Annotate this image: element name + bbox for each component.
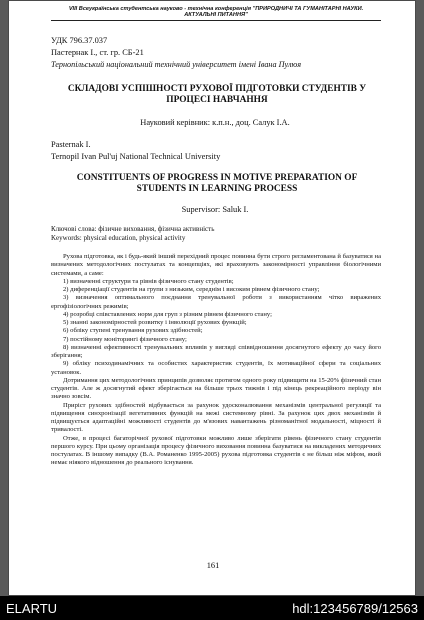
header-line-1: VIII Всеукраїнська студентська науково - технічна конференція "ПРИРОДНИЧІ ТА ГУМАНІТАРНІ НАУКИ. bbox=[68, 6, 364, 12]
supervisor-en: Supervisor: Saluk I. bbox=[181, 205, 249, 214]
paragraph: 9) обліку психодинамічних та особистих характеристик студентів, їх мотиваційної сфери та соціальних установок. bbox=[51, 360, 381, 376]
paragraph: 7) постійному моніторингі фізичного стану; bbox=[63, 335, 187, 343]
title-ua bbox=[49, 84, 385, 106]
article-body bbox=[51, 253, 381, 468]
paragraph: 2) диференціації студентів на групи з низьким, середнім і високим рівнем фізичного стану; bbox=[63, 286, 320, 293]
paragraph: Отже, в процесі багаторічної рухової підготовки можливо лише зберігати рівень фізичного стану студентів першого курсу. При цьому організація процесу фізичного виховання повинна базуватися на викладених методичних постулатах. В іншому випадку (В.А. Романенко 1995-2005) рухова підготовка студентів є не більш ніж міфом, який немає ніякого відношення до реального існування. bbox=[51, 434, 381, 467]
paragraph: 4) розробці співставлених норм для груп з різним рівнем фізичного стану; bbox=[63, 310, 272, 318]
page-number: 161 bbox=[206, 561, 220, 570]
footer-repository-name: ELARTU bbox=[6, 601, 58, 616]
document-page bbox=[8, 0, 416, 596]
paragraph: Рухова підготовка, як і будь-який інший перехідний процес повинна бути строго регламентована й базуватися на визначених методологічних постулатах та концепціях, які враховують закономірності управління біологічними системами, а саме: bbox=[51, 253, 381, 277]
footer-handle: hdl:123456789/12563 bbox=[292, 601, 418, 616]
author-en: Pasternak I. bbox=[51, 140, 91, 149]
paragraph: Дотримання цих методологічних принципів дозволяє протягом одного року підвищити на 15-20% фізичний стан студентів. Але ж досягнутий ефект зберігається на більше трьох тижнів і під кінець рекреаційного періоду він значно зовсім. bbox=[51, 376, 381, 401]
header-line-2: АКТУАЛЬНІ ПИТАННЯ" bbox=[184, 12, 248, 19]
author-ua: Пастернак І., ст. гр. СБ-21 bbox=[51, 48, 144, 57]
paragraph: 3) визначення оптимального поєднання тренувальної роботи з використанням чітко виражених ергофізіологічних режимів; bbox=[51, 294, 381, 310]
paragraph: Приріст рухових здібностей відбувається за рахунок удосконалювання механізмів центральної регуляції та підвищення синхронізації вегетативних функцій на межі системному рівні. За рахунок цих двох механізмів й підвищується адаптаційні можливості студентів до м'язових навантажень різноманітної модальності, міцності й тривалості. bbox=[51, 401, 381, 434]
paragraph: 6) обліку ступені тренування рухових здібностей; bbox=[63, 327, 203, 335]
udc-code: УДК 796.37.037 bbox=[51, 36, 108, 45]
repository-footer bbox=[0, 596, 424, 620]
affiliation-ua: Тернопільський національний технічний університет імені Івана Пулюя bbox=[51, 60, 302, 69]
paragraph: 5) знанні закономірностей розвитку і інволюції рухових функцій; bbox=[63, 319, 247, 326]
title-en bbox=[49, 173, 385, 195]
paragraph: 1) визначенні структури та рівнів фізичного стану студентів; bbox=[63, 277, 234, 285]
keywords-ua: Ключові слова: фізичне виховання, фізична активність bbox=[51, 225, 215, 233]
affiliation-en: Ternopil Ivan Pul'uj National Technical University bbox=[51, 152, 221, 161]
title-ua-line-2: ПРОЦЕСІ НАВЧАННЯ bbox=[166, 95, 268, 105]
title-ua-line-1: СКЛАДОВІ УСПІШНОСТІ РУХОВОЇ ПІДГОТОВКИ СТУДЕНТІВ У bbox=[67, 84, 367, 94]
title-en-line-1: CONSTITUENTS OF PROGRESS IN MOTIVE PREPARATION OF bbox=[76, 173, 358, 183]
supervisor-ua: Науковий керівник: к.п.н., доц. Салук І.А. bbox=[140, 118, 290, 127]
conference-header bbox=[51, 6, 381, 21]
title-en-line-2: STUDENTS IN LEARNING PROCESS bbox=[136, 184, 298, 194]
paragraph: 8) визначенні ефективності тренувальних впливів у вигляді співвідношення досягнутого ефекту до часу його зберігання; bbox=[51, 343, 381, 359]
keywords-en: Keywords: physical education, physical activity bbox=[51, 234, 186, 242]
